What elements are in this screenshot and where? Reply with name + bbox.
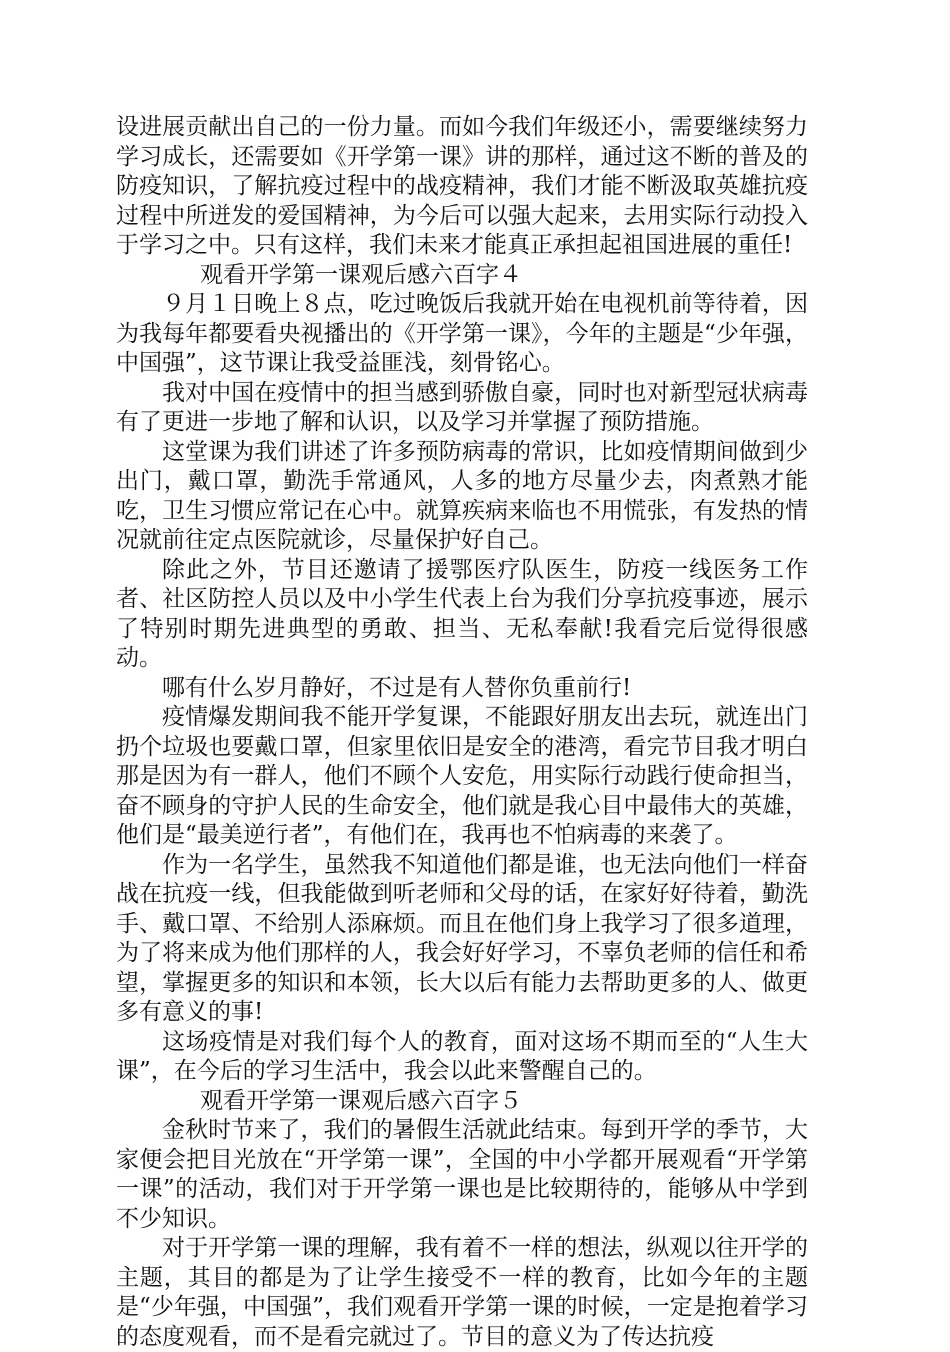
paragraph: 作为一名学生，虽然我不知道他们都是谁，也无法向他们一样奋战在抗疫一线，但我能做到听老师和父母的话，在家好好待着，勤洗手、戴口罩、不给别人添麻烦。而且在他们身上我学习了很多道理，为了将来成为他们那样的人，我会好好学习，不辜负老师的信任和希望，掌握更多的知识和本领，长大以后有能力去帮助更多的人、做更多有意义的事! (116, 851, 808, 1025)
paragraph: 对于开学第一课的理解，我有着不一样的想法，纵观以往开学的主题，其目的都是为了让学生接受不一样的教育，比如今年的主题是“少年强，中国强”，我们观看开学第一课的时候，一定是抱着学习的态度观看，而不是看完就过了。节目的意义为了传达抗疫 (116, 1235, 808, 1350)
paragraph: 除此之外，节目还邀请了援鄂医疗队医生，防疫一线医务工作者、社区防控人员以及中小学生代表上台为我们分享抗疫事迹，展示了特别时期先进典型的勇敢、担当、无私奉献!我看完后觉得很感动。 (116, 556, 808, 671)
paragraph: 我对中国在疫情中的担当感到骄傲自豪，同时也对新型冠状病毒有了更进一步地了解和认识，以及学习并掌握了预防措施。 (116, 379, 808, 435)
document-page (116, 113, 808, 1352)
paragraph: 这堂课为我们讲述了许多预防病毒的常识，比如疫情期间做到少出门，戴口罩，勤洗手常通风，人多的地方尽量少去，肉煮熟才能吃，卫生习惯应常记在心中。就算疾病来临也不用慌张，有发热的情况就前往定点医院就诊，尽量保护好自己。 (116, 438, 808, 553)
paragraph: 疫情爆发期间我不能开学复课，不能跟好朋友出去玩，就连出门扔个垃圾也要戴口罩，但家里依旧是安全的港湾，看完节目我才明白那是因为有一群人，他们不顾个人安危，用实际行动践行使命担当，奋不顾身的守护人民的生命安全，他们就是我心目中最伟大的英雄，他们是“最美逆行者”，有他们在，我再也不怕病毒的来袭了。 (116, 704, 808, 848)
paragraph: 这场疫情是对我们每个人的教育，面对这场不期而至的“人生大课”，在今后的学习生活中，我会以此来警醒自己的。 (116, 1028, 808, 1084)
section-heading: 观看开学第一课观后感六百字４ (200, 261, 522, 288)
paragraph: 金秋时节来了，我们的暑假生活就此结束。每到开学的季节，大家便会把目光放在“开学第一课”，全国的中小学都开展观看“开学第一课”的活动，我们对于开学第一课也是比较期待的，能够从中学到不少知识。 (116, 1117, 808, 1232)
paragraph: 哪有什么岁月静好，不过是有人替你负重前行! (162, 674, 632, 701)
paragraph: ９月１日晚上８点，吃过晚饭后我就开始在电视机前等待着，因为我每年都要看央视播出的《开学第一课》，今年的主题是“少年强，中国强”，这节课让我受益匪浅，刻骨铭心。 (116, 291, 808, 376)
section-heading: 观看开学第一课观后感六百字５ (200, 1087, 522, 1114)
paragraph: 设进展贡献出自己的一份力量。而如今我们年级还小，需要继续努力学习成长，还需要如《开学第一课》讲的那样，通过这不断的普及的防疫知识，了解抗疫过程中的战疫精神，我们才能不断汲取英雄抗疫过程中所迸发的爱国精神，为今后可以强大起来，去用实际行动投入于学习之中。只有这样，我们未来才能真正承担起祖国进展的重任! (116, 114, 808, 258)
